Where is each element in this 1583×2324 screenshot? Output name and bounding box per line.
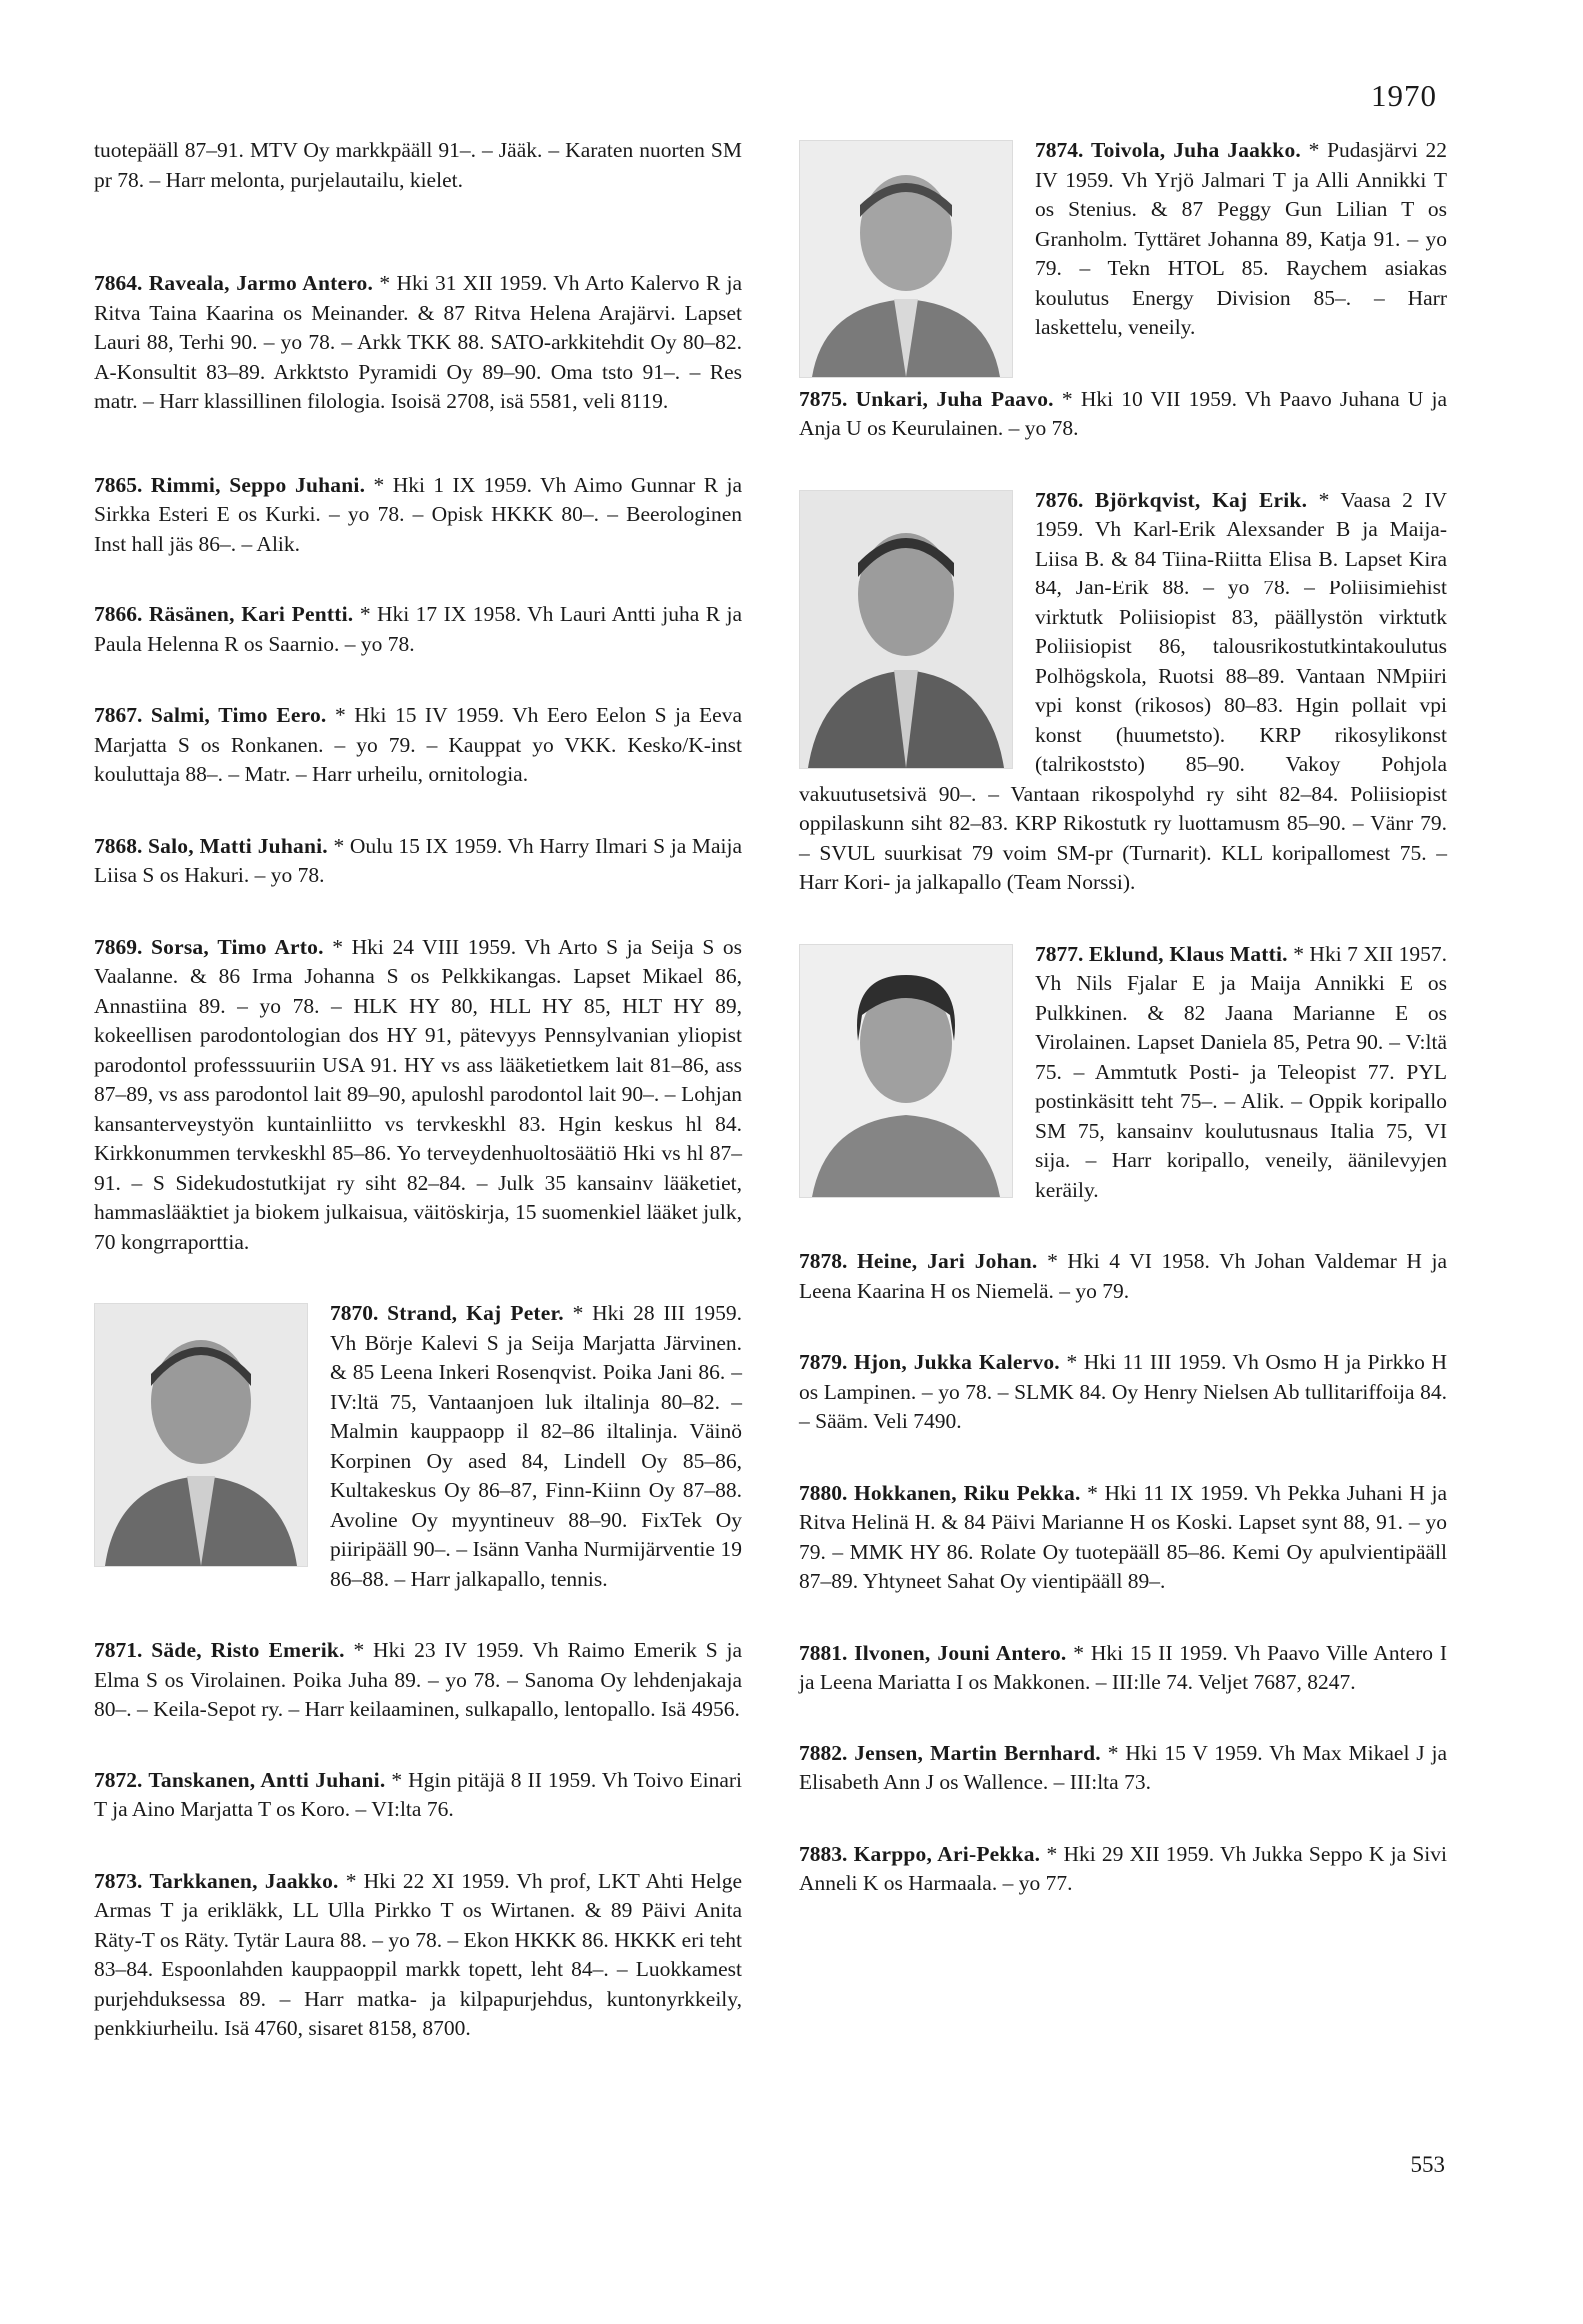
entry-text: * Hki 11 III 1959. Vh Osmo H ja Pirkko H os Lampinen. – yo 78. – SLMK 84. Oy Henry Nielsen Ab tullitariffoija 84. – Sääm. Veli 7490.	[799, 1350, 1448, 1433]
entry-text: * Pudasjärvi 22 IV 1959. Vh Yrjö Jalmari T ja Alli Annikki T os Stenius. & 87 Peggy Gun Lilian T os Granholm. Tyttäret Johanna 89, Katja 91. – yo 79. – Tekn HTOL 85. Raychem asiakas koulutus Energy Division 85–. – Harr laskettelu, veneily.	[1035, 138, 1448, 339]
entry-7864	[94, 269, 742, 417]
entry-7880	[799, 1479, 1447, 1597]
entry-number: 7882.	[799, 1741, 848, 1765]
entry-number: 7867.	[94, 703, 143, 727]
entry-number: 7870.	[330, 1301, 379, 1325]
entry-7878	[799, 1247, 1447, 1306]
entry-text: * Hki 1 IX 1959. Vh Aimo Gunnar R ja Sirkka Esteri E os Kurki. – yo 78. – Opisk HKKK 80–. – Beerologinen Inst hall jäs 86–. – Alik.	[94, 472, 742, 556]
entry-number: 7865.	[94, 472, 143, 497]
person-silhouette-icon	[95, 1304, 307, 1566]
entry-name: Tarkkanen, Jaakko.	[149, 1868, 339, 1893]
entry-7867	[94, 701, 742, 790]
person-silhouette-icon	[800, 141, 1012, 377]
entry-name: Jensen, Martin Bernhard.	[854, 1741, 1101, 1765]
person-silhouette-icon	[800, 491, 1012, 768]
entry-7883	[799, 1840, 1447, 1899]
page-year-header: 1970	[1371, 78, 1437, 113]
entry-number: 7876.	[1035, 487, 1084, 512]
entry-name: Karppo, Ari-Pekka.	[853, 1841, 1041, 1866]
entry-name: Sorsa, Timo Arto.	[150, 934, 324, 959]
entry-7870	[94, 1299, 742, 1594]
entry-number: 7875.	[799, 386, 848, 411]
entry-name: Säde, Risto Emerik.	[151, 1638, 345, 1662]
entry-name: Ilvonen, Jouni Antero.	[854, 1640, 1067, 1665]
entry-text: * Hki 22 XI 1959. Vh prof, LKT Ahti Helge Armas T ja erikläkk, LL Ulla Pirkko T os Wirtanen. & 89 Päivi Anita Räty-T os Räty. Tytär Laura 88. – yo 78. – Ekon HKKK 86. HKKK eri teht 83–84. Espoonlahden kauppaoppil markk topett, leht 84–. – Luokkamest purjehduksessa 89. – Harr matka- ja kilpapurjehdus, kuntonyrkkeily, penkkiurheilu. Isä 4760, sisaret 8158, 8700.	[94, 1868, 743, 2040]
portrait-photo	[94, 1303, 308, 1567]
entry-text: * Vaasa 2 IV 1959. Vh Karl-Erik Alexsander B ja Maija-Liisa B. & 84 Tiina-Riitta Elisa B. Lapset Kira 84, Jan-Erik 88. – yo 78. – Poliisimiehist virktutk Poliisiopist 83, päällystön virktutk Poliisiopist 86, talousrikostutkintakoulutus Polhögskola, Ruotsi 88–89. Vantaan NMpiiri vpi konst (rikosos) 80–83. Hgin pollait vpi konst (huumetsto). KRP rikosylikonst (talrikoststo) 85–90. Vakoy Pohjola vakuutusetsivä 90–. – Vantaan rikospolyhd ry siht 82–84. Poliisiopist oppilaskunn siht 82–83. KRP Rikostutk ry luottamusm 85–90. – Vänr 79. – SVUL suurkisat 79 voim SM-pr (Turnarit). KLL koripallomest 75. – Harr Kori- ja jalkapallo (Team Norssi).	[799, 487, 1448, 894]
entry-number: 7877.	[1035, 941, 1084, 966]
entry-7871	[94, 1636, 742, 1725]
entry-name: Raveala, Jarmo Antero.	[148, 271, 374, 295]
entry-text: * Hki 15 V 1959. Vh Max Mikael J ja Elisabeth Ann J os Wallence. – III:lta 73.	[799, 1741, 1447, 1794]
entry-text: * Hki 15 II 1959. Vh Paavo Ville Antero I ja Leena Mariatta I os Makkonen. – III:lle 74. Veljet 7687, 8247.	[799, 1640, 1447, 1694]
entry-number: 7869.	[94, 934, 143, 959]
entry-name: Unkari, Juha Paavo.	[855, 386, 1054, 411]
entry-number: 7872.	[94, 1767, 143, 1792]
entry-7869	[94, 933, 742, 1258]
entry-name: Hjon, Jukka Kalervo.	[853, 1350, 1060, 1374]
entry-7879	[799, 1348, 1447, 1437]
entry-7865	[94, 471, 742, 560]
entry-number: 7878.	[799, 1249, 848, 1273]
person-silhouette-icon	[800, 945, 1012, 1197]
entry-text: * Hki 4 VI 1958. Vh Johan Valdemar H ja Leena Kaarina H os Niemelä. – yo 79.	[799, 1249, 1447, 1303]
entry-text: * Hki 10 VII 1959. Vh Paavo Juhana U ja Anja U os Keurulainen. – yo 78.	[799, 386, 1448, 440]
entry-name: Rimmi, Seppo Juhani.	[150, 472, 366, 497]
entry-name: Salo, Matti Juhani.	[147, 833, 328, 858]
entry-name: Heine, Jari Johan.	[856, 1249, 1038, 1273]
entry-continuation	[94, 136, 742, 195]
entry-text: * Hki 23 IV 1959. Vh Raimo Emerik S ja Elma S os Virolainen. Poika Juha 89. – yo 78. – Sanoma Oy lehdenjakaja 80–. – Keila-Sepot ry. – Harr keilaaminen, sulkapallo, lentopallo. Isä 4956.	[94, 1638, 742, 1721]
entry-7881	[799, 1639, 1447, 1698]
entry-text: * Hki 11 IX 1959. Vh Pekka Juhani H ja Ritva Helinä H. & 84 Päivi Marianne H os Koski. Lapset synt 88, 91. – yo 79. – MMK HY 86. Rolate Oy tuotepääll 85–86. Kemi Oy apulvientipääll 87–89. Yhtyneet Sahat Oy vientipääll 89–.	[799, 1480, 1448, 1593]
entry-number: 7871.	[94, 1638, 143, 1662]
entry-number: 7868.	[94, 833, 143, 858]
entry-7877	[799, 940, 1447, 1206]
entry-7875	[799, 385, 1447, 444]
entry-text: * Hki 29 XII 1959. Vh Jukka Seppo K ja Sivi Anneli K os Harmaala. – yo 77.	[799, 1841, 1448, 1895]
right-column	[799, 136, 1447, 1941]
page-number-footer: 553	[1410, 2152, 1445, 2177]
entry-name: Tanskanen, Antti Juhani.	[148, 1767, 386, 1792]
entry-text: * Hki 31 XII 1959. Vh Arto Kalervo R ja Ritva Taina Kaarina os Meinander. & 87 Ritva Helena Arajärvi. Lapset Lauri 88, Terhi 90. – yo 78. – Arkk TKK 88. SATO-arkkitehdit Oy 80–82. A-Konsultit 83–89. Arkktsto Pyramidi Oy 89–90. Oma tsto 91–. – Res matr. – Harr klassillinen filologia. Isoisä 2708, isä 5581, veli 8119.	[94, 271, 743, 413]
entry-name: Björkqvist, Kaj Erik.	[1094, 487, 1308, 512]
entry-text: * Hki 15 IV 1959. Vh Eero Eelon S ja Eeva Marjatta S os Ronkanen. – yo 79. – Kauppat yo VKK. Kesko/K-inst kouluttaja 88–. – Matr. – Harr urheilu, ornitologia.	[94, 703, 742, 786]
entry-text: * Hki 28 III 1959. Vh Börje Kalevi S ja Seija Marjatta Järvinen. & 85 Leena Inkeri Rosenqvist. Poika Jani 86. – IV:ltä 75, Vantaanjoen luk iltalinja 80–82. – Malmin kauppaopp il 82–86 iltalinja. Väinö Korpinen Oy ased 84, Lindell Oy 85–86, Kultakeskus Oy 86–87, Finn-Kiinn Oy 87–88. Avoline Oy myyntineuv 88–90. FixTek Oy piiripääll 90–. – Isänn Vanha Nurmijärventie 19 86–88. – Harr jalkapallo, tennis.	[330, 1301, 742, 1591]
entry-7874	[799, 136, 1447, 343]
entry-number: 7874.	[1035, 138, 1084, 162]
entry-text: * Hgin pitäjä 8 II 1959. Vh Toivo Einari T ja Aino Marjatta T os Koro. – VI:lta 76.	[94, 1767, 743, 1821]
portrait-photo	[799, 140, 1013, 378]
entry-7882	[799, 1740, 1447, 1798]
entry-name: Toivola, Juha Jaakko.	[1091, 138, 1301, 162]
entry-text: tuotepääll 87–91. MTV Oy markkpääll 91–. – Jääk. – Karaten nuorten SM pr 78. – Harr melonta, purjelautailu, kielet.	[94, 138, 742, 192]
entry-name: Strand, Kaj Peter.	[387, 1301, 564, 1325]
entry-name: Eklund, Klaus Matti.	[1088, 941, 1288, 966]
entry-7872	[94, 1766, 742, 1825]
entry-name: Salmi, Timo Eero.	[150, 703, 327, 727]
entry-number: 7880.	[799, 1480, 848, 1505]
entry-7873	[94, 1867, 742, 2044]
entry-number: 7873.	[94, 1868, 143, 1893]
entry-7876	[799, 486, 1447, 898]
left-column	[94, 136, 742, 2086]
entry-text: * Hki 7 XII 1957. Vh Nils Fjalar E ja Maija Annikki E os Pulkkinen. & 82 Jaana Marianne E os Virolainen. Lapset Daniela 85, Petra 90. – V:ltä 75. – Ammtutk Posti- ja Teleopist 77. PYL postinkäsitt teht 75–. – Alik. – Oppik koripallo SM 75, kansainv koulutusnaus Italia 75, VI sija. – Harr koripallo, veneily, äänilevyjen keräily.	[1035, 941, 1448, 1202]
entry-number: 7881.	[799, 1640, 848, 1665]
portrait-photo	[799, 944, 1013, 1198]
entry-7868	[94, 832, 742, 891]
entry-number: 7864.	[94, 271, 143, 295]
entry-name: Räsänen, Kari Pentti.	[148, 602, 354, 626]
entry-7866	[94, 600, 742, 659]
entry-name: Hokkanen, Riku Pekka.	[854, 1480, 1081, 1505]
entry-text: * Hki 17 IX 1958. Vh Lauri Antti juha R ja Paula Helenna R os Saarnio. – yo 78.	[94, 602, 742, 656]
entry-number: 7866.	[94, 602, 143, 626]
entry-text: * Oulu 15 IX 1959. Vh Harry Ilmari S ja Maija Liisa S os Hakuri. – yo 78.	[94, 833, 742, 887]
entry-text: * Hki 24 VIII 1959. Vh Arto S ja Seija S os Vaalanne. & 86 Irma Johanna S os Pelkkikangas. Lapset Mikael 86, Annastiina 89. – yo 78. – HLK HY 80, HLL HY 85, HLT HY 89, kokeellisen parodontologian dos HY 91, pätevyys Pennsylvanian yliopist parodontol professsuuriin USA 91. HY vs ass lääketietkem lait 81–86, ass 87–89, vs ass parodontol lait 89–90, apuloshl parodontol lait 90–. – Lohjan kansanterveystyön kuntainliitto vs tervkeskhl 83. Hgin keskus hl 84. Kirkkonummen tervkeskhl 85–86. Yo terveydenhuoltosäätiö Hki vs hl 87–91. – S Sidekudostutkijat ry siht 82–84. – Julk 35 kansainv lääketiet, hammaslääktiet ja biokem julkaisua, väitöskirja, 15 suomenkiel lääket julk, 70 kongrraporttia.	[94, 934, 742, 1254]
entry-number: 7883.	[799, 1841, 848, 1866]
entry-number: 7879.	[799, 1350, 848, 1374]
portrait-photo	[799, 490, 1013, 769]
